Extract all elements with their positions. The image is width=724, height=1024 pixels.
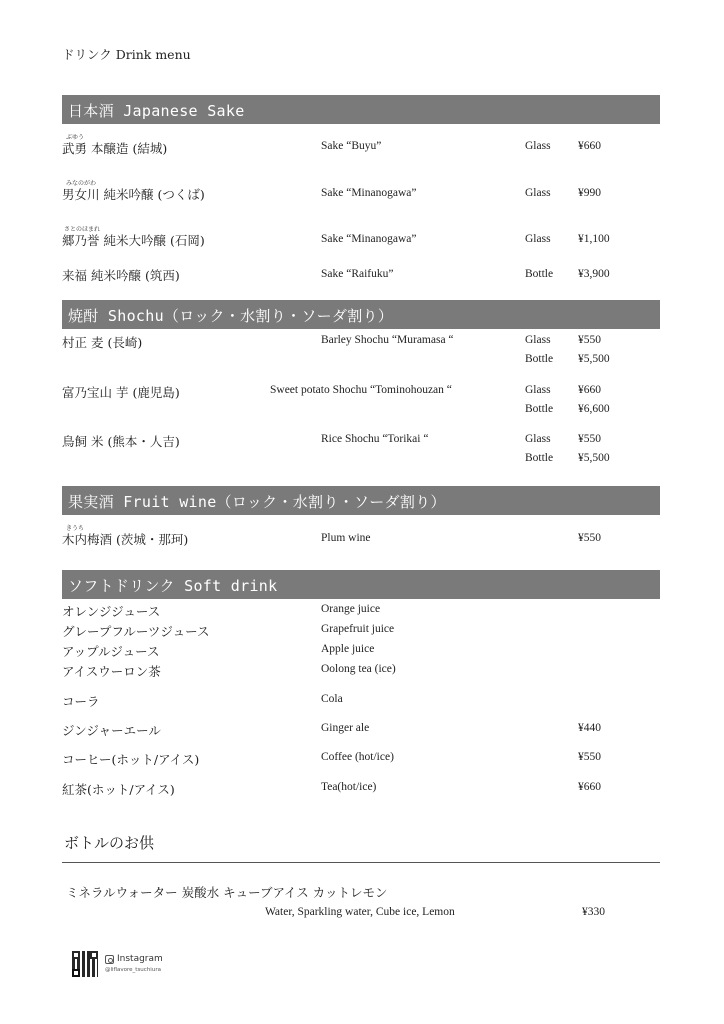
section-title: 果実酒 Fruit wine（ロック・水割り・ソーダ割り） [68,493,446,511]
section-header-shochu [62,300,660,329]
item-price: ¥660 [578,781,601,793]
item-unit: Glass [525,384,551,396]
item-unit: Glass [525,140,551,152]
item-jp: 男女川 純米吟醸 (つくば) [62,187,205,202]
item-price: ¥3,900 [578,268,610,280]
ruby: ぶゆう [66,134,85,141]
item-jp: コーヒー(ホット/アイス) [62,752,200,767]
item-jp: アイスウーロン茶 [62,664,161,679]
item-unit: Glass [525,334,551,346]
qr-code-finder [72,969,80,977]
item-unit: Glass [525,233,551,245]
item-en: Barley Shochu “Muramasa “ [321,334,454,346]
item-jp: 武勇 本醸造 (結城) [62,141,168,156]
ruby: きうち [66,525,85,532]
item-jp: コーラ [62,694,100,709]
item-jp: 紅茶(ホット/アイス) [62,782,175,797]
item-jp: オレンジジュース [62,604,161,619]
item-en: Plum wine [321,532,371,544]
item-en: Rice Shochu “Torikai “ [321,433,429,445]
instagram-label[interactable]: Instagram [117,954,163,964]
item-jp: ジンジャーエール [62,723,161,738]
item-unit: Glass [525,187,551,199]
item-price: ¥660 [578,140,601,152]
item-en: Apple juice [321,643,375,655]
item-jp: 村正 麦 (長崎) [62,335,143,350]
item-en: Sweet potato Shochu “Tominohouzan “ [270,384,452,396]
item-unit: Bottle [525,403,554,415]
item-jp: グレープフルーツジュース [62,624,210,639]
item-price: ¥5,500 [578,353,610,365]
item-unit: Bottle [525,353,554,365]
bottle-extras-en: Water, Sparkling water, Cube ice, Lemon [265,906,455,918]
bottle-extras-price: ¥330 [582,906,605,918]
item-price: ¥550 [578,334,601,346]
item-unit: Bottle [525,452,554,464]
item-jp: 郷乃誉 純米大吟醸 (石岡) [62,233,205,248]
ruby: みなのがわ [66,180,97,187]
item-jp: アップルジュース [62,644,160,659]
item-price: ¥550 [578,433,601,445]
page-title: ドリンク Drink menu [62,47,191,62]
item-unit: Glass [525,433,551,445]
item-price: ¥660 [578,384,601,396]
item-jp: 鳥飼 米 (熊本・人吉) [62,434,180,449]
section-title: 日本酒 Japanese Sake [68,102,245,120]
item-en: Orange juice [321,603,381,615]
item-price: ¥5,500 [578,452,610,464]
item-en: Ginger ale [321,722,370,734]
item-jp: 来福 純米吟醸 (筑西) [62,268,180,283]
instagram-icon [105,955,114,964]
bottle-extras-heading: ボトルのお供 [64,834,155,852]
divider [62,862,660,863]
item-price: ¥6,600 [578,403,610,415]
bottle-extras-jp: ミネラルウォーター 炭酸水 キューブアイス カットレモン [66,885,388,900]
item-en: Sake “Raifuku” [321,268,394,280]
item-en: Oolong tea (ice) [321,663,396,675]
item-en: Sake “Minanogawa” [321,233,417,245]
item-jp: 富乃宝山 芋 (鹿児島) [62,385,180,400]
item-price: ¥990 [578,187,601,199]
ruby: さとのほまれ [64,226,101,233]
item-en: Cola [321,693,343,705]
section-title: 焼酎 Shochu（ロック・水割り・ソーダ割り） [68,307,394,325]
item-price: ¥550 [578,751,601,763]
item-price: ¥440 [578,722,601,734]
item-unit: Bottle [525,268,554,280]
item-en: Sake “Minanogawa” [321,187,417,199]
item-en: Coffee (hot/ice) [321,751,394,763]
item-en: Tea(hot/ice) [321,781,377,793]
section-title: ソフトドリンク Soft drink [68,577,278,595]
section-header-soft [62,570,660,599]
section-header-sake [62,95,660,124]
item-en: Sake “Buyu” [321,140,382,152]
item-price: ¥550 [578,532,601,544]
instagram-handle[interactable]: @liflavore_tsuchiura [105,967,161,973]
item-en: Grapefruit juice [321,623,395,635]
item-price: ¥1,100 [578,233,610,245]
item-jp: 木内梅酒 (茨城・那珂) [62,532,189,547]
section-header-fruit [62,486,660,515]
